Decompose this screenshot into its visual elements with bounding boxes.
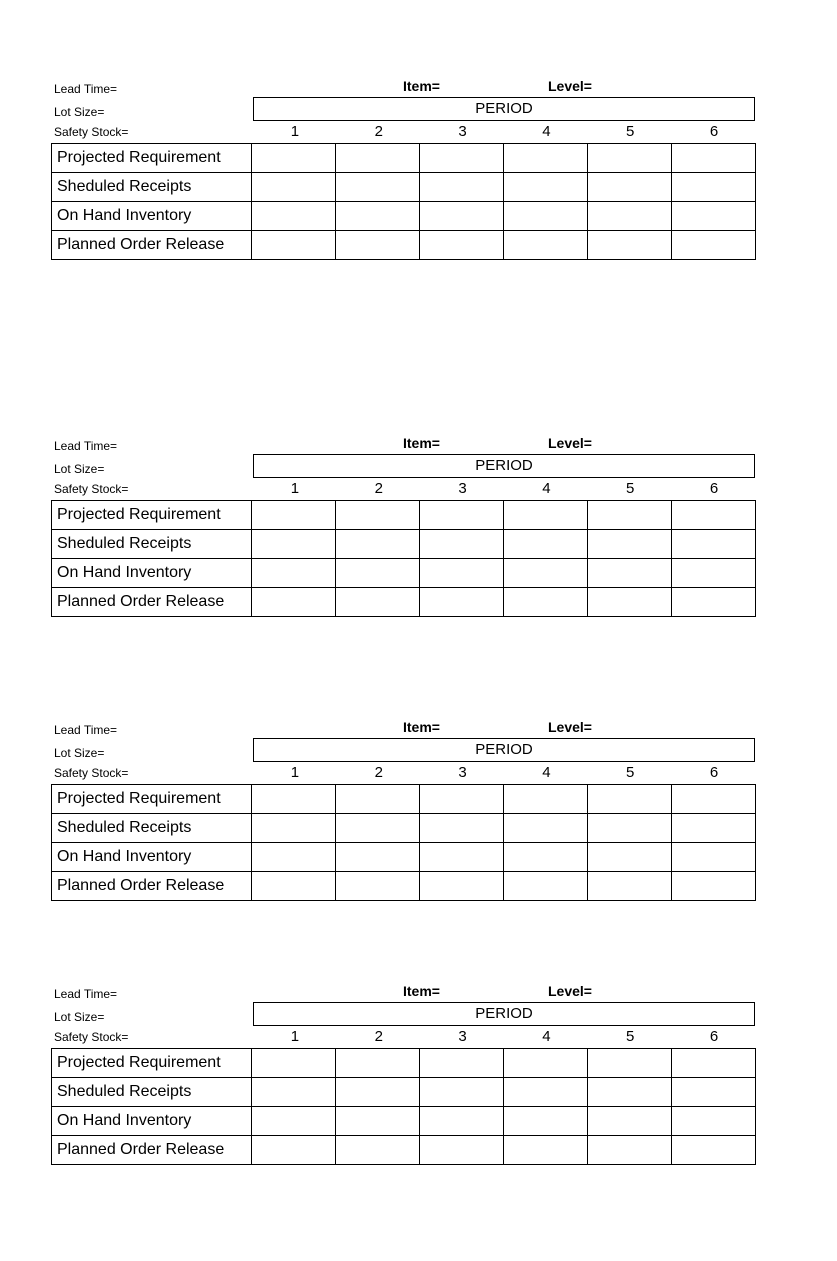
grid-cell[interactable] <box>336 1049 420 1078</box>
grid-cell[interactable] <box>336 843 420 872</box>
item-label: Item= <box>403 78 440 94</box>
grid-cell[interactable] <box>252 814 336 843</box>
grid-cell[interactable] <box>336 1078 420 1107</box>
grid-cell[interactable] <box>588 501 672 530</box>
grid-cell[interactable] <box>672 588 756 617</box>
safety-stock-label: Safety Stock= <box>54 766 129 780</box>
row-label-planned-order-release: Planned Order Release <box>52 872 252 901</box>
period-number: 2 <box>374 764 383 781</box>
table-row <box>52 1107 756 1136</box>
table-row <box>52 588 756 617</box>
grid-cell[interactable] <box>252 588 336 617</box>
mrp-grid <box>51 1048 756 1165</box>
grid-cell[interactable] <box>672 1049 756 1078</box>
grid-cell[interactable] <box>672 501 756 530</box>
grid-cell[interactable] <box>336 173 420 202</box>
period-numbers <box>253 1026 756 1047</box>
period-number: 1 <box>290 480 300 497</box>
row-label-projected-requirement: Projected Requirement <box>52 785 252 814</box>
level-label: Level= <box>548 78 592 94</box>
row-label-on-hand-inventory: On Hand Inventory <box>52 843 252 872</box>
grid-cell[interactable] <box>252 785 336 814</box>
mrp-table-2 <box>51 434 756 610</box>
period-numbers <box>253 121 756 142</box>
lead-time-label: Lead Time= <box>54 987 118 1001</box>
grid-cell[interactable] <box>336 1136 420 1165</box>
grid-cell[interactable] <box>336 814 420 843</box>
mrp-grid <box>51 500 756 617</box>
grid-cell[interactable] <box>672 202 756 231</box>
grid-cell[interactable] <box>252 202 336 231</box>
level-label: Level= <box>548 719 592 735</box>
grid-cell[interactable] <box>504 202 588 231</box>
grid-cell[interactable] <box>588 1049 672 1078</box>
period-number: 4 <box>542 123 551 140</box>
item-label: Item= <box>403 435 440 451</box>
table-row <box>52 872 756 901</box>
table-row <box>52 814 756 843</box>
grid-cell[interactable] <box>252 173 336 202</box>
row-label-scheduled-receipts: Sheduled Receipts <box>52 530 252 559</box>
grid-cell[interactable] <box>588 1078 672 1107</box>
period-number: 1 <box>290 123 300 140</box>
grid-cell[interactable] <box>504 1136 588 1165</box>
table-row <box>52 843 756 872</box>
period-header: PERIOD <box>253 1002 755 1026</box>
lot-size-label: Lot Size= <box>54 746 105 760</box>
grid-cell[interactable] <box>420 872 504 901</box>
grid-cell[interactable] <box>336 530 420 559</box>
lead-time-label: Lead Time= <box>54 723 118 737</box>
grid-cell[interactable] <box>588 843 672 872</box>
period-number: 4 <box>542 480 551 497</box>
period-numbers <box>253 478 756 499</box>
grid-cell[interactable] <box>420 501 504 530</box>
level-label: Level= <box>548 983 592 999</box>
grid-cell[interactable] <box>420 785 504 814</box>
period-number: 2 <box>374 123 383 140</box>
item-label: Item= <box>403 983 440 999</box>
grid-cell[interactable] <box>420 588 504 617</box>
row-label-scheduled-receipts: Sheduled Receipts <box>52 1078 252 1107</box>
grid-cell[interactable] <box>672 872 756 901</box>
grid-cell[interactable] <box>504 173 588 202</box>
grid-cell[interactable] <box>336 144 420 173</box>
period-number: 2 <box>374 1028 383 1045</box>
grid-cell[interactable] <box>588 872 672 901</box>
table-row <box>52 144 756 173</box>
mrp-table-1 <box>51 77 756 253</box>
grid-cell[interactable] <box>588 173 672 202</box>
grid-cell[interactable] <box>672 814 756 843</box>
period-number: 1 <box>290 764 300 781</box>
grid-cell[interactable] <box>672 1078 756 1107</box>
grid-cell[interactable] <box>672 1136 756 1165</box>
grid-cell[interactable] <box>420 1107 504 1136</box>
period-number: 3 <box>458 764 467 781</box>
grid-cell[interactable] <box>588 785 672 814</box>
grid-cell[interactable] <box>420 231 504 260</box>
grid-cell[interactable] <box>420 1136 504 1165</box>
grid-cell[interactable] <box>672 231 756 260</box>
grid-cell[interactable] <box>672 173 756 202</box>
grid-cell[interactable] <box>252 501 336 530</box>
grid-cell[interactable] <box>252 559 336 588</box>
grid-cell[interactable] <box>336 501 420 530</box>
grid-cell[interactable] <box>420 1078 504 1107</box>
grid-cell[interactable] <box>420 202 504 231</box>
period-number: 4 <box>542 1028 551 1045</box>
row-label-planned-order-release: Planned Order Release <box>52 1136 252 1165</box>
grid-cell[interactable] <box>588 1107 672 1136</box>
mrp-grid <box>51 784 756 901</box>
lot-size-label: Lot Size= <box>54 105 105 119</box>
safety-stock-label: Safety Stock= <box>54 125 129 139</box>
table-row <box>52 1049 756 1078</box>
period-header: PERIOD <box>253 738 755 762</box>
grid-cell[interactable] <box>420 1049 504 1078</box>
grid-cell[interactable] <box>252 872 336 901</box>
period-number: 6 <box>709 480 719 497</box>
period-number: 6 <box>709 764 719 781</box>
grid-cell[interactable] <box>504 530 588 559</box>
grid-cell[interactable] <box>588 588 672 617</box>
period-number: 3 <box>458 1028 467 1045</box>
period-number: 3 <box>458 480 467 497</box>
period-number: 1 <box>290 1028 300 1045</box>
row-label-scheduled-receipts: Sheduled Receipts <box>52 814 252 843</box>
grid-cell[interactable] <box>336 1107 420 1136</box>
grid-cell[interactable] <box>504 144 588 173</box>
grid-cell[interactable] <box>420 144 504 173</box>
period-number: 5 <box>626 764 635 781</box>
grid-cell[interactable] <box>504 588 588 617</box>
grid-cell[interactable] <box>420 530 504 559</box>
grid-cell[interactable] <box>672 559 756 588</box>
grid-cell[interactable] <box>252 231 336 260</box>
grid-cell[interactable] <box>588 559 672 588</box>
grid-cell[interactable] <box>336 588 420 617</box>
lead-time-label: Lead Time= <box>54 82 118 96</box>
row-label-on-hand-inventory: On Hand Inventory <box>52 1107 252 1136</box>
grid-cell[interactable] <box>672 785 756 814</box>
table-row <box>52 501 756 530</box>
grid-cell[interactable] <box>420 814 504 843</box>
grid-cell[interactable] <box>504 1078 588 1107</box>
lot-size-label: Lot Size= <box>54 1010 105 1024</box>
grid-cell[interactable] <box>588 1136 672 1165</box>
period-number: 5 <box>626 123 635 140</box>
period-number: 6 <box>709 1028 719 1045</box>
grid-cell[interactable] <box>504 1107 588 1136</box>
grid-cell[interactable] <box>672 843 756 872</box>
table-row <box>52 785 756 814</box>
grid-cell[interactable] <box>504 814 588 843</box>
table-row <box>52 202 756 231</box>
grid-cell[interactable] <box>252 144 336 173</box>
safety-stock-label: Safety Stock= <box>54 1030 129 1044</box>
mrp-grid <box>51 143 756 260</box>
grid-cell[interactable] <box>252 843 336 872</box>
grid-cell[interactable] <box>504 231 588 260</box>
period-header: PERIOD <box>253 454 755 478</box>
grid-cell[interactable] <box>588 814 672 843</box>
grid-cell[interactable] <box>504 843 588 872</box>
table-row <box>52 559 756 588</box>
grid-cell[interactable] <box>504 785 588 814</box>
period-number: 2 <box>374 480 383 497</box>
grid-cell[interactable] <box>252 1049 336 1078</box>
grid-cell[interactable] <box>588 231 672 260</box>
period-number: 3 <box>458 123 467 140</box>
grid-cell[interactable] <box>672 1107 756 1136</box>
grid-cell[interactable] <box>336 231 420 260</box>
grid-cell[interactable] <box>336 202 420 231</box>
lead-time-label: Lead Time= <box>54 439 118 453</box>
grid-cell[interactable] <box>588 530 672 559</box>
grid-cell[interactable] <box>336 785 420 814</box>
level-label: Level= <box>548 435 592 451</box>
grid-cell[interactable] <box>420 559 504 588</box>
mrp-table-3 <box>51 718 756 894</box>
grid-cell[interactable] <box>252 1136 336 1165</box>
grid-cell[interactable] <box>588 202 672 231</box>
grid-cell[interactable] <box>336 559 420 588</box>
table-row <box>52 231 756 260</box>
grid-cell[interactable] <box>252 530 336 559</box>
grid-cell[interactable] <box>336 872 420 901</box>
lot-size-label: Lot Size= <box>54 462 105 476</box>
period-number: 5 <box>626 1028 635 1045</box>
safety-stock-label: Safety Stock= <box>54 482 129 496</box>
table-row <box>52 1136 756 1165</box>
grid-cell[interactable] <box>420 173 504 202</box>
period-number: 6 <box>709 123 719 140</box>
period-number: 4 <box>542 764 551 781</box>
table-row <box>52 530 756 559</box>
grid-cell[interactable] <box>252 1078 336 1107</box>
period-numbers <box>253 762 756 783</box>
row-label-scheduled-receipts: Sheduled Receipts <box>52 173 252 202</box>
grid-cell[interactable] <box>672 530 756 559</box>
item-label: Item= <box>403 719 440 735</box>
grid-cell[interactable] <box>504 559 588 588</box>
row-label-on-hand-inventory: On Hand Inventory <box>52 202 252 231</box>
table-row <box>52 1078 756 1107</box>
grid-cell[interactable] <box>504 872 588 901</box>
period-number: 5 <box>626 480 635 497</box>
row-label-projected-requirement: Projected Requirement <box>52 501 252 530</box>
grid-cell[interactable] <box>504 1049 588 1078</box>
mrp-table-4 <box>51 982 756 1158</box>
row-label-planned-order-release: Planned Order Release <box>52 588 252 617</box>
table-row <box>52 173 756 202</box>
row-label-projected-requirement: Projected Requirement <box>52 1049 252 1078</box>
grid-cell[interactable] <box>588 144 672 173</box>
grid-cell[interactable] <box>672 144 756 173</box>
row-label-planned-order-release: Planned Order Release <box>52 231 252 260</box>
grid-cell[interactable] <box>504 501 588 530</box>
grid-cell[interactable] <box>420 843 504 872</box>
period-header: PERIOD <box>253 97 755 121</box>
grid-cell[interactable] <box>252 1107 336 1136</box>
row-label-projected-requirement: Projected Requirement <box>52 144 252 173</box>
row-label-on-hand-inventory: On Hand Inventory <box>52 559 252 588</box>
